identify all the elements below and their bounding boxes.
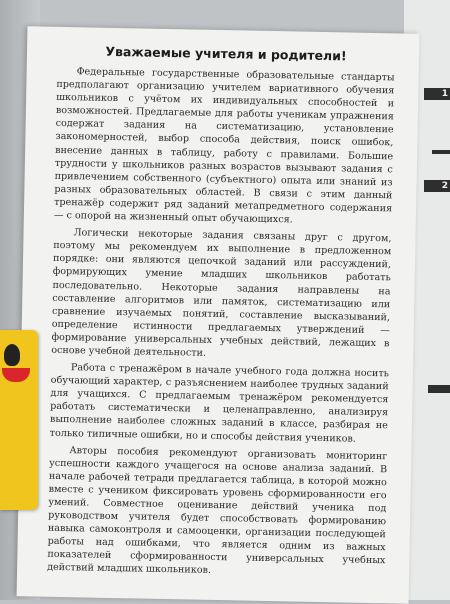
stripe-marker bbox=[432, 150, 450, 154]
document-page bbox=[17, 26, 420, 603]
bird-bookmark bbox=[0, 330, 38, 510]
bird-beak-icon bbox=[2, 368, 30, 382]
bird-eye-icon bbox=[4, 344, 20, 366]
section-marker-2: 2 bbox=[424, 180, 450, 192]
section-marker-1: 1 bbox=[424, 88, 450, 100]
paragraph-2: Логически некоторые задания связаны друг с другом, поэтому мы рекомендуем их выполнение в предложенном порядке: они являются цепочкой заданий или рассуждений, формирующих умение младших школьников работать последовательно. Некоторые задания направлены на составление алгоритмов или памяток, систематизацию или сравнение изучаемых понятий, составление высказываний, определение истинности предлагаемых утверждений — формирование универсальных учебных действий, лежащих в основе учебной деятельности. bbox=[51, 227, 392, 359]
paragraph-4: Авторы пособия рекомендуют организовать мониторинг успешности каждого учащегося на основе анализа заданий. В начале рабочей тетради предлагается таблица, в которой можно вместе с учеником фиксировать уровень сформированности его умений. Совместное оценивание действий ученика под руководством учителя будет способствовать формированию навыка самоконтроля и самооценки, организации последующей работы над ошибками, что является одним из важных показателей сформированности универсальных учебных действий младших школьников. bbox=[47, 444, 388, 577]
stripe-marker bbox=[428, 385, 450, 393]
paragraph-1: Федеральные государственные образовательные стандарты предполагают организацию учителем вариативного обучения школьников с учётом их индивидуальных способностей и возможностей. Предлагаемые для работы ученикам упражнения содержат задания на систематизацию, установление закономерностей, выбор способа действия, поиск ошибок, внесение данных в таблицу, работу с правилами. Большие трудности у школьников разных возрастов вызывают задания с привлечением собственного (субъектного) опыта или знаний из разных образовательных областей. В связи с этим данный тренажёр содержит ряд заданий метапредметного содержания — с опорой на жизненный опыт обучающихся. bbox=[53, 66, 395, 226]
page-title: Уважаемые учителя и родители! bbox=[105, 43, 347, 64]
paragraph-3: Работа с тренажёром в начале учебного года должна носить обучающий характер, с разъяснением наиболее трудных заданий для учащихся. С предлагаемым тренажёром рекомендуется работать систематически и целенаправленно, анализируя выполнение наиболее сложных заданий в классе, разбирая не только типичные ошибки, но и способы действия учеников. bbox=[49, 362, 390, 445]
